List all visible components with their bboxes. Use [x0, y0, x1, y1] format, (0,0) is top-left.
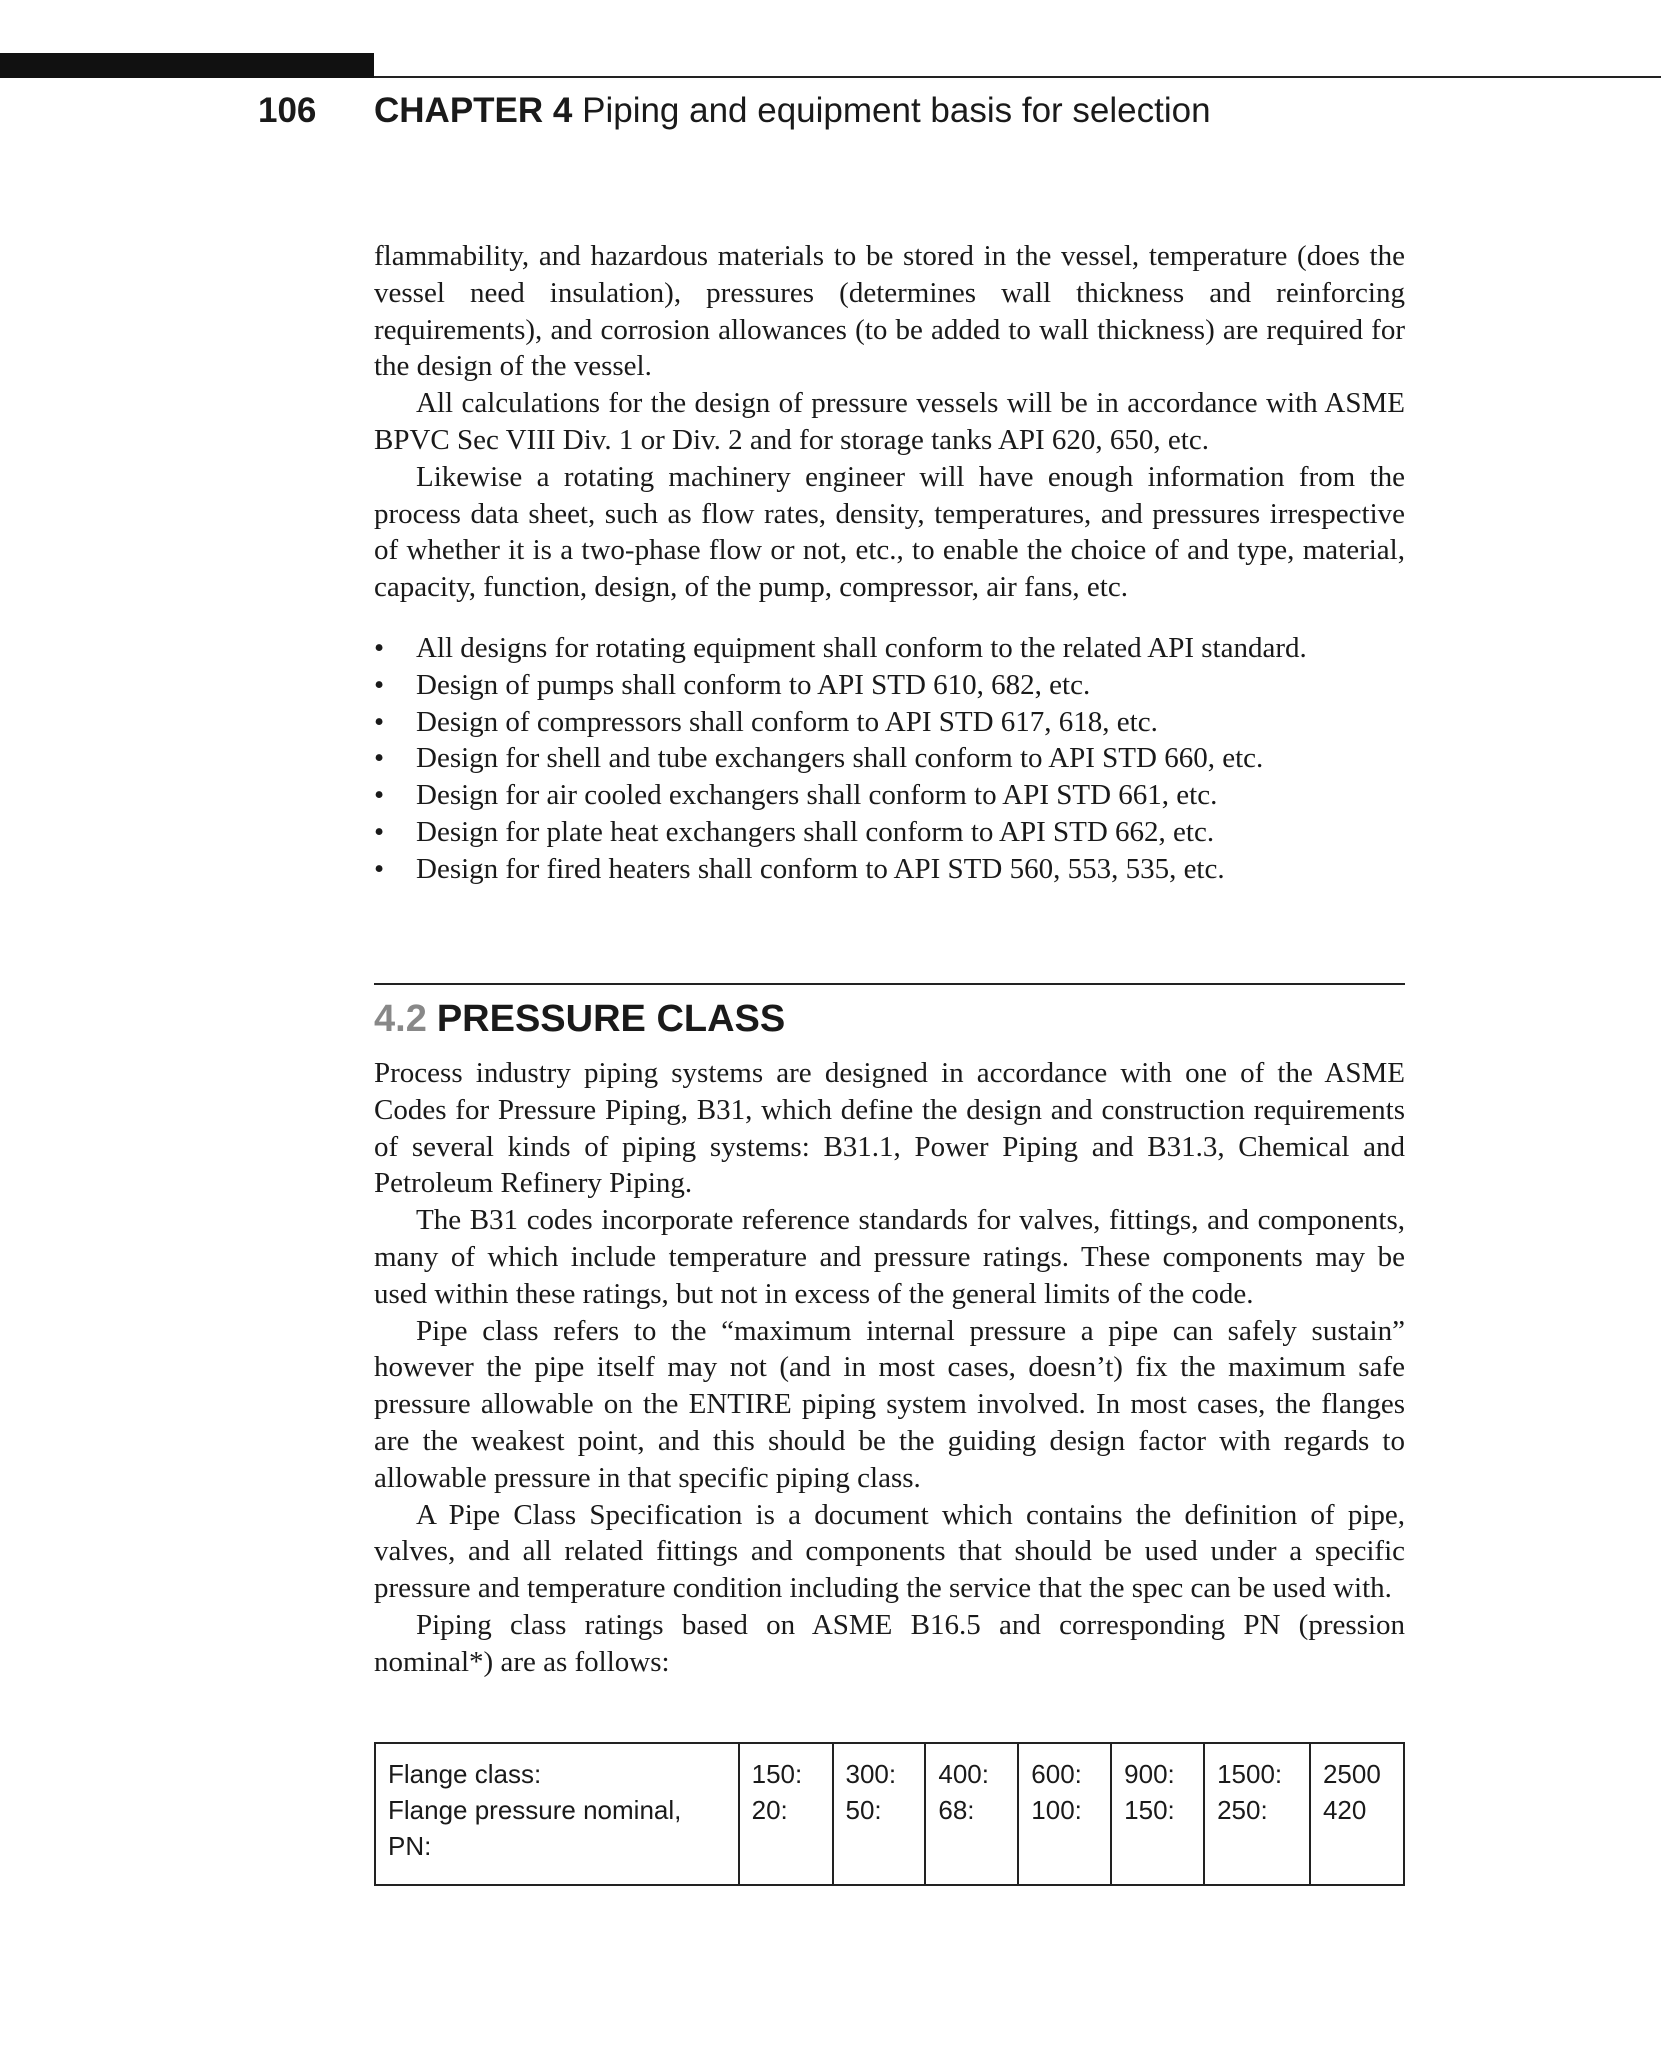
flange-class-table — [374, 1742, 1405, 1886]
table-cell: 1500: — [1204, 1743, 1310, 1792]
section-heading — [374, 996, 785, 1042]
intro-text — [374, 238, 1405, 606]
list-item: • All designs for rotating equipment shall conform to the related API standard. — [374, 632, 1307, 664]
table-cell: 20: — [739, 1792, 833, 1885]
chapter-heading — [374, 88, 1211, 134]
section-paragraph: The B31 codes incorporate reference standards for valves, fittings, and components, many of which include temperature and pressure ratings. These components may be used within these ratings, but not in excess of the general limits of the code. — [374, 1204, 1405, 1310]
section-paragraph: Piping class ratings based on ASME B16.5 and corresponding PN (pression nominal*) are as follows: — [374, 1608, 1405, 1678]
chapter-label: CHAPTER 4 — [374, 91, 573, 130]
table-cell: 400: — [925, 1743, 1018, 1792]
running-header — [0, 88, 1661, 136]
design-standards-list — [374, 630, 1405, 888]
table-cell: 150: — [1111, 1792, 1204, 1885]
table-row — [375, 1743, 1404, 1792]
page-number: 106 — [258, 91, 317, 130]
intro-paragraph: All calculations for the design of pressure vessels will be in accordance with ASME BPVC Sec VIII Div. 1 or Div. 2 and for storage tanks API 620, 650, etc. — [374, 387, 1405, 456]
intro-paragraph: Likewise a rotating machinery engineer will have enough information from the process data sheet, such as flow rates, density, temperatures, and pressures irrespective of whether it is a two-phase flow or not, etc., to enable the choice of and type, material, capacity, function, design, of the pump, compressor, air fans, etc. — [374, 460, 1405, 604]
table-cell: 50: — [833, 1792, 926, 1885]
section-paragraph: Pipe class refers to the “maximum internal pressure a pipe can safely sustain” however the pipe itself may not (and in most cases, doesn’t) fix the maximum safe pressure allowable on the ENTIRE piping system involved. In most cases, the flanges are the weakest point, and this should be the guiding design factor with regards to allowable pressure in that specific piping class. — [374, 1314, 1405, 1494]
table-row — [375, 1792, 1404, 1885]
header-rule — [374, 76, 1661, 78]
table-cell: 68: — [925, 1792, 1018, 1885]
section-rule — [374, 983, 1405, 985]
table-cell: 2500 — [1310, 1743, 1404, 1792]
table-cell: Flange class: — [375, 1743, 739, 1792]
list-item: • Design of compressors shall conform to API STD 617, 618, etc. — [374, 705, 1158, 738]
section-title: PRESSURE CLASS — [436, 998, 786, 1040]
list-item: • Design for fired heaters shall conform to API STD 560, 553, 535, etc. — [374, 852, 1225, 885]
list-item: • Design for air cooled exchangers shall conform to API STD 661, etc. — [374, 779, 1218, 812]
section-number: 4.2 — [374, 998, 427, 1040]
table-cell: 420 — [1310, 1792, 1404, 1885]
table-cell: 300: — [833, 1743, 926, 1792]
table-cell: 100: — [1018, 1792, 1111, 1885]
section-paragraph: A Pipe Class Specification is a document which contains the definition of pipe, valves, and all related fittings and components that should be used under a specific pressure and temperature condition including the service that the spec can be used with. — [374, 1498, 1405, 1605]
table-cell: 600: — [1018, 1743, 1111, 1792]
table-cell: 900: — [1111, 1743, 1204, 1792]
chapter-title: Piping and equipment basis for selection — [582, 91, 1211, 130]
header-bar — [0, 53, 374, 78]
list-item: • Design for shell and tube exchangers shall conform to API STD 660, etc. — [374, 742, 1264, 775]
table-cell: Flange pressure nominal, PN: — [375, 1792, 739, 1885]
table-cell: 250: — [1204, 1792, 1310, 1885]
intro-paragraph: flammability, and hazardous materials to be stored in the vessel, temperature (does the vessel need insulation), pressures (determines wall thickness and reinforcing requirements), and corrosion allowances (to be added to wall thickness) are required for the design of the vessel. — [374, 240, 1405, 383]
list-item: • Design of pumps shall conform to API STD 610, 682, etc. — [374, 668, 1091, 701]
section-text — [374, 1055, 1405, 1681]
section-paragraph: Process industry piping systems are designed in accordance with one of the ASME Codes for Pressure Piping, B31, which define the design and construction requirements of several kinds of piping systems: B31.1, Power Piping and B31.3, Chemical and Petroleum Refinery Piping. — [374, 1057, 1405, 1200]
table-cell: 150: — [739, 1743, 833, 1792]
list-item: • Design for plate heat exchangers shall conform to API STD 662, etc. — [374, 815, 1215, 848]
